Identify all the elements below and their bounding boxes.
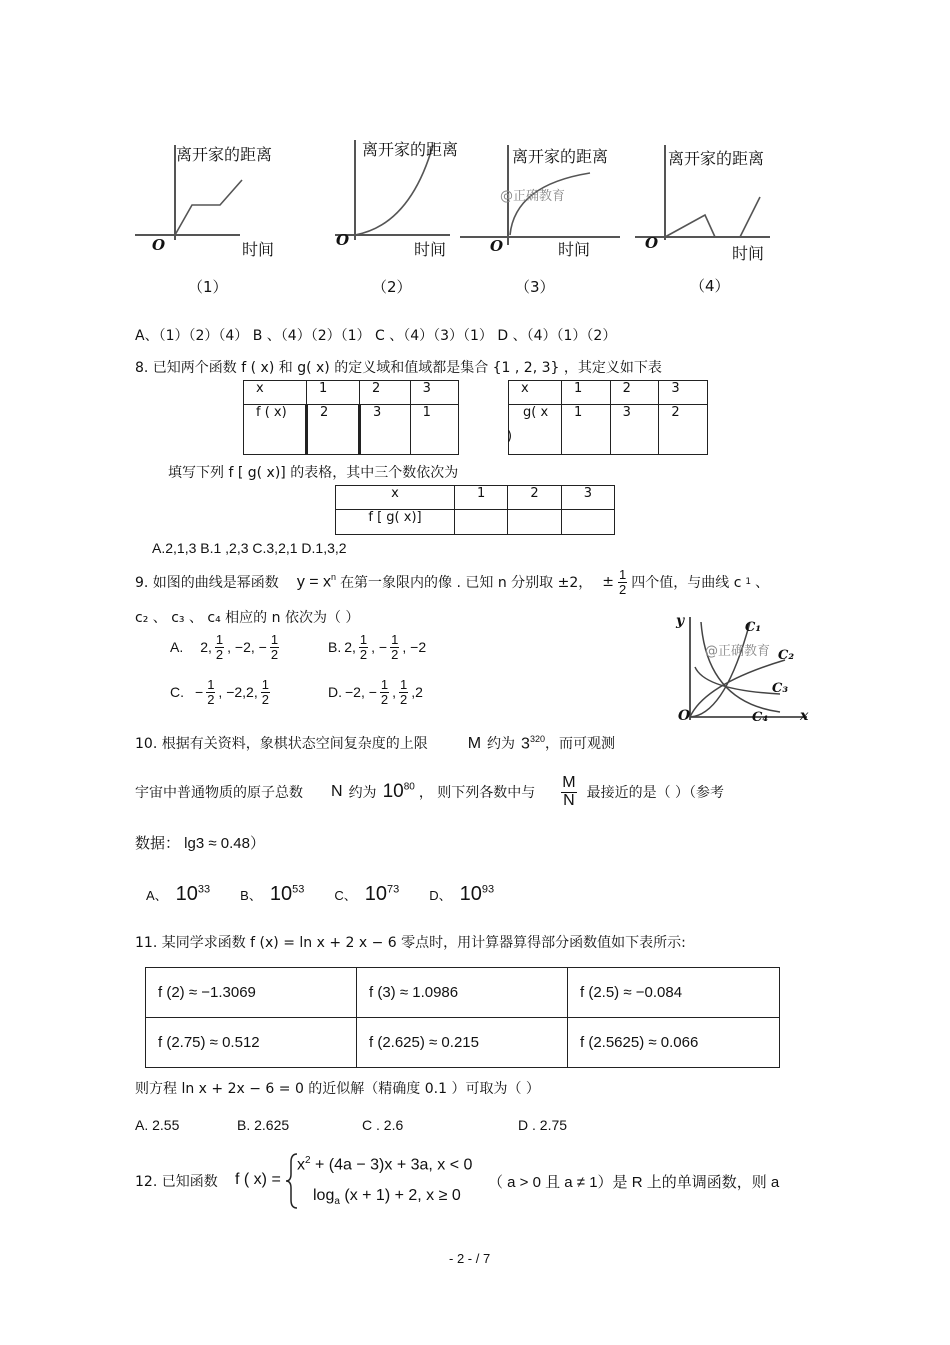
exponent: 80 (403, 781, 415, 793)
option-power (365, 883, 400, 906)
option-text: , −2,2, (218, 684, 258, 701)
graph-2-xlabel: 时间 (414, 240, 447, 259)
q10-line3: 数据： lg3 ≈ 0.48） (135, 835, 265, 852)
power-10-80 (383, 781, 415, 803)
option-text: , −2, − (227, 639, 267, 656)
page-number: - 2 - / 7 (449, 1251, 491, 1266)
fraction-denominator: 2 (215, 646, 224, 662)
text: 约为 (487, 736, 516, 752)
q11-option-c: C . 2.6 (362, 1117, 404, 1133)
text: ， 则下列各数中与 (418, 785, 536, 802)
fig-c4-label: C₄ (752, 710, 769, 725)
table-cell: f (2) ≈ −1.3069 (146, 968, 357, 1018)
fig-c1-label: C₁ (745, 620, 762, 635)
fraction-numerator: 1 (391, 632, 399, 647)
q7-options: A、（1）（2）（4） B 、（4）（2）（1） C 、（4）（3）（1） D 、（4）（1）（2） (135, 328, 617, 344)
q9-stem-b: 在第一象限内的像 . 已知 n 分别取 ±2， (340, 575, 593, 592)
fraction-numerator: 1 (261, 677, 269, 692)
graph-2-ylabel: 离开家的距离 (362, 140, 459, 159)
q9-stem-a: 9. 如图的曲线是幂函数 (135, 575, 279, 592)
table-cell: 3 (561, 486, 614, 510)
graph-2-caption: （2） (372, 278, 412, 296)
graph-4-ylabel: 离开家的距离 (668, 149, 765, 168)
graph-3-caption: （3） (515, 278, 555, 296)
option-power (270, 883, 305, 906)
table-cell: 1 (307, 381, 360, 405)
base: 3 (521, 735, 530, 752)
fraction-half (399, 678, 408, 706)
graph-2-origin: O (336, 231, 350, 249)
exponent: 53 (292, 883, 305, 896)
fraction-denominator: N (563, 791, 575, 809)
fraction-half (261, 678, 270, 706)
text: 宇宙中普通物质的原子总数 (135, 785, 303, 802)
q9-option-c (170, 678, 270, 706)
table-cell: 1 (562, 405, 611, 455)
text: 10. 根据有关资料，象棋状态空间复杂度的上限 (135, 736, 428, 752)
table-cell: 1 (562, 381, 611, 405)
option-text: − (195, 684, 204, 701)
fraction-numerator: 1 (270, 632, 279, 647)
fraction-numerator: 1 (619, 567, 627, 582)
table-cell (508, 510, 561, 535)
q8-fill-text: 填写下列 f [ g( x)] 的表格，其中三个数依次为 (168, 465, 459, 481)
fraction-denominator: 2 (380, 691, 389, 707)
text: + (4a − 3)x + 3a, x < 0 (310, 1156, 473, 1174)
formula-text: y = x (296, 573, 332, 591)
q11-value-table (145, 967, 780, 1068)
table-cell: 3 (359, 405, 410, 455)
fig-x-label: x (800, 708, 809, 724)
fraction-numerator: 1 (215, 632, 224, 647)
q9-stem-c: 四个值，与曲线 c (631, 575, 742, 592)
power-3-320 (521, 734, 545, 753)
graph-1-ylabel: 离开家的距离 (176, 145, 273, 164)
fraction-half (359, 633, 368, 661)
q9-stem-c-tail: 、 (755, 575, 770, 592)
q12-lhs: f ( x) = (235, 1171, 281, 1188)
fraction-denominator: 2 (359, 646, 368, 662)
fraction-denominator: 2 (619, 581, 627, 597)
table-cell: x (509, 381, 562, 405)
fraction-denominator: 2 (391, 646, 399, 662)
option-label: C. (170, 684, 184, 701)
q8-options: A.2,1,3 B.1 ,2,3 C.3,2,1 D.1,3,2 (152, 540, 347, 556)
q9-pm: ± (602, 574, 615, 591)
exponent: 320 (529, 733, 545, 744)
q12-case2 (313, 1187, 461, 1207)
graph-4-caption: （4） (690, 277, 730, 295)
base: 10 (269, 883, 293, 905)
table-cell: 3 (610, 405, 659, 455)
fraction-denominator: 2 (270, 646, 279, 662)
q9-line1 (135, 568, 769, 596)
option-power (176, 883, 211, 906)
q9-stem-c-sub: 1 (745, 577, 752, 588)
q8-stem: 8. 已知两个函数 f ( x) 和 g( x) 的定义域和值域都是集合 {1 , 2, 3} ，其定义如下表 (135, 360, 662, 376)
fraction-half (380, 678, 389, 706)
fraction-numerator: 1 (400, 677, 408, 692)
fraction-denominator: 2 (261, 691, 269, 707)
option-text: , (392, 684, 397, 701)
base: 10 (364, 883, 387, 905)
table-cell-tail: ) (507, 429, 513, 444)
q10-options (146, 883, 494, 906)
table-cell: x (244, 381, 307, 405)
table-cell: 3 (410, 381, 458, 405)
table-cell: f [ g( x)] (336, 510, 455, 535)
q8-table-fg (335, 485, 615, 535)
graph-4-xlabel: 时间 (732, 244, 765, 263)
q12-case1 (297, 1155, 472, 1174)
fig-watermark: @正确教育 (705, 644, 771, 659)
var-m: M (467, 735, 482, 752)
graph-1-origin: O (152, 236, 166, 254)
curve-c4 (701, 622, 780, 712)
option-label: B. (328, 639, 342, 656)
fraction-m-over-n (561, 775, 576, 810)
var-n: N (331, 783, 343, 801)
text: 最接近的是（ ）（参考 (586, 785, 725, 802)
q10-line1 (135, 733, 615, 753)
table-cell: f (2.5) ≈ −0.084 (568, 968, 780, 1018)
base: 10 (382, 781, 404, 803)
table-cell: f (2.5625) ≈ 0.066 (568, 1018, 780, 1068)
exponent: 2 (305, 1155, 311, 1166)
q11-option-a: A. 2.55 (135, 1117, 180, 1133)
text: 约为 (348, 785, 377, 802)
q9-option-a (170, 633, 279, 661)
fraction-numerator: M (562, 774, 576, 791)
text: log (313, 1187, 335, 1204)
fraction-half (270, 633, 279, 661)
q9-line2: c₂ 、 c₃ 、 c₄ 相应的 n 依次为（ ） (135, 610, 360, 626)
fraction-denominator: 2 (400, 691, 408, 707)
q11-option-b: B. 2.625 (237, 1117, 290, 1133)
table-cell (455, 510, 508, 535)
curve-c3 (695, 667, 780, 694)
exponent: 33 (197, 883, 211, 896)
q8-table-f (243, 380, 459, 455)
exponent: 73 (386, 883, 400, 896)
graph-3-watermark: @正确教育 (500, 189, 566, 204)
fig-c2-label: C₂ (778, 648, 795, 663)
base: 10 (175, 883, 198, 905)
base: 10 (459, 883, 482, 905)
curve-c2 (690, 660, 785, 717)
q9-option-d (328, 678, 423, 706)
q9-half-fraction (618, 568, 627, 596)
table-cell (561, 510, 614, 535)
graph-1-xlabel: 时间 (242, 240, 275, 259)
table-cell: f (3) ≈ 1.0986 (357, 968, 568, 1018)
option-text: , − (371, 639, 388, 656)
q11-option-d: D . 2.75 (518, 1117, 568, 1133)
q12-condition: （ a > 0 且 a ≠ 1）是 R 上的单调函数，则 a (488, 1174, 780, 1191)
graph-4-origin: O (645, 234, 659, 252)
exponent: 93 (481, 883, 495, 896)
option-text: ,2 (411, 684, 423, 701)
table-cell: f (2.625) ≈ 0.215 (357, 1018, 568, 1068)
graph-3-ylabel: 离开家的距离 (512, 147, 609, 166)
table-cell: x (336, 486, 455, 510)
q12-label: 12. 已知函数 (135, 1174, 218, 1190)
fraction-half (215, 633, 224, 661)
table-cell: f ( x) (244, 405, 307, 455)
subscript: a (334, 1196, 340, 1208)
option-label: A. (170, 639, 184, 656)
option-label: B、 (240, 888, 262, 903)
option-text: −2, − (345, 684, 377, 701)
fig-c3-label: C₃ (772, 681, 789, 696)
table-cell: f (2.75) ≈ 0.512 (146, 1018, 357, 1068)
fraction-numerator: 1 (359, 632, 368, 647)
fraction-half (390, 633, 399, 661)
text: (x + 1) + 2, x ≥ 0 (339, 1187, 461, 1204)
table-cell: 2 (610, 381, 659, 405)
table-cell: 2 (359, 381, 410, 405)
fraction-numerator: 1 (207, 677, 215, 692)
table-cell: 1 (455, 486, 508, 510)
q9-formula (297, 572, 336, 591)
option-text: 2, (200, 639, 212, 656)
fraction-denominator: 2 (207, 691, 215, 707)
text: ，而可观测 (544, 736, 615, 752)
table-cell-text: g( x (523, 405, 549, 420)
graph-3-xlabel: 时间 (558, 240, 591, 259)
fig-y-label: y (676, 613, 685, 629)
option-label: A、 (146, 888, 168, 903)
option-label: D. (328, 684, 342, 701)
formula-exponent: n (331, 572, 337, 583)
q10-line2 (135, 775, 724, 810)
q8-table-g (508, 380, 708, 455)
option-text: 2, (344, 639, 356, 656)
q11-after: 则方程 ln x + 2x − 6 = 0 的近似解（精确度 0.1 ）可取为（ ） (135, 1081, 540, 1097)
table-cell: 2 (659, 405, 708, 455)
q11-stem: 11. 某同学求函数 f (x) = ln x + 2 x − 6 零点时，用计算器算得部分函数值如下表所示: (135, 935, 686, 951)
fraction-numerator: 1 (380, 677, 389, 692)
table-cell (509, 405, 562, 455)
option-text: , −2 (402, 639, 427, 656)
q9-option-b (328, 633, 426, 661)
graph-1-caption: （1） (188, 278, 228, 296)
option-power (460, 883, 495, 906)
table-cell: 3 (659, 381, 708, 405)
table-cell: 1 (410, 405, 458, 455)
table-cell: 2 (508, 486, 561, 510)
graph-3-origin: O (490, 237, 504, 255)
text: x (297, 1156, 305, 1174)
fig-origin: O (678, 708, 691, 724)
fraction-half (206, 678, 215, 706)
option-label: C、 (334, 888, 357, 903)
option-label: D、 (429, 888, 452, 903)
table-cell: 2 (307, 405, 360, 455)
